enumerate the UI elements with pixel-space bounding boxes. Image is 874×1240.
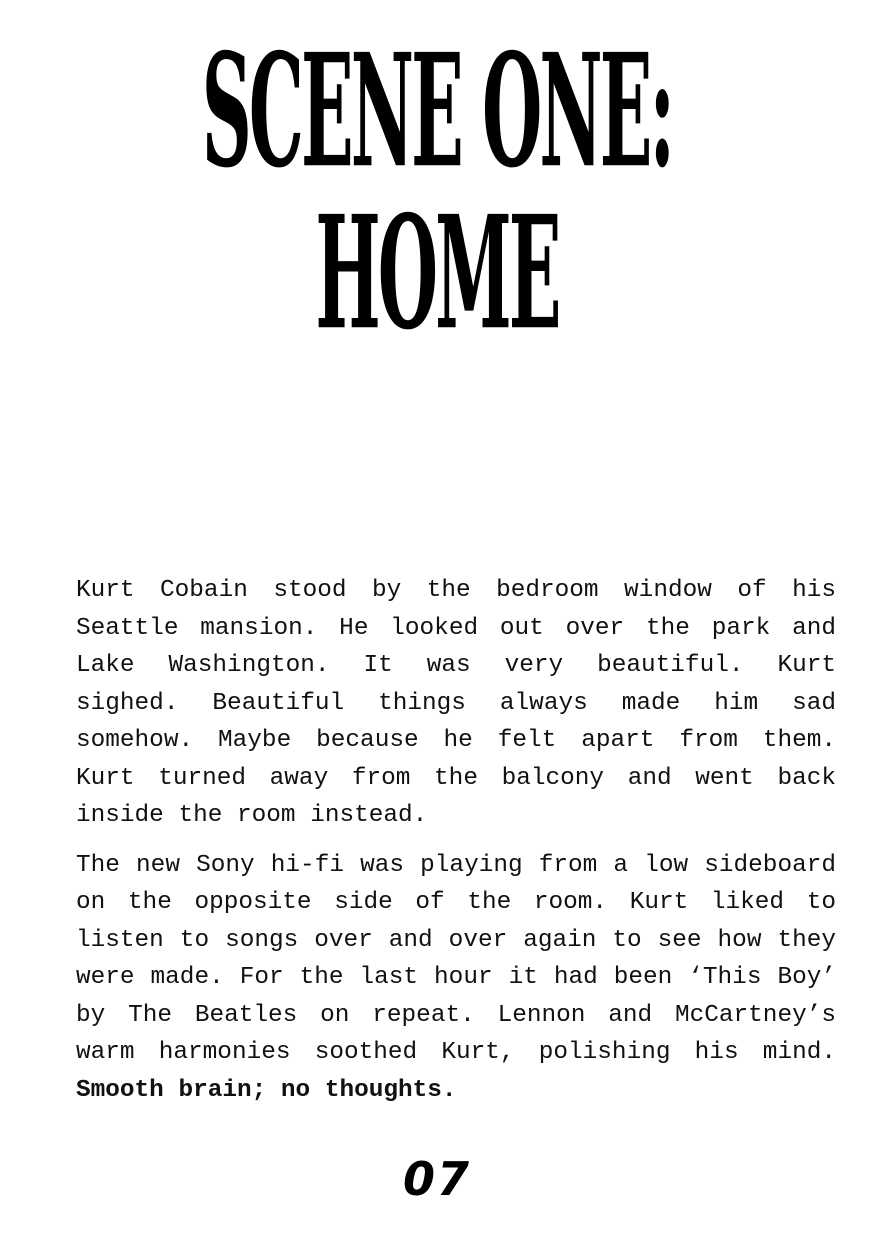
paragraph-2	[76, 847, 836, 1110]
title-line-home: HOME	[315, 181, 559, 365]
paragraph-2-bold-text: Smooth brain; no thoughts.	[76, 1076, 457, 1104]
title-line-scene-one: SCENE ONE:	[201, 19, 673, 203]
paragraph-1-text: Kurt Cobain stood by the bedroom window of his Seattle mansion. He looked out over the park and Lake Washington. It was very beautiful. Kurt sighed. Beautiful things always made him sad somehow. Maybe because he felt apart from them. Kurt turned away from the balcony and went back inside the room instead.	[76, 577, 836, 829]
story-body	[76, 572, 836, 1121]
paragraph-2-text: The new Sony hi-fi was playing from a low sideboard on the opposite side of the room. Kurt liked to listen to songs over and over again to see how they were made. For the last hour it had been ‘This Boy’ by The Beatles on repeat. Lennon and McCartney’s warm harmonies soothed Kurt, polishing his mind.	[76, 851, 836, 1066]
paragraph-1	[76, 572, 836, 835]
page-number: 07	[402, 1152, 471, 1206]
